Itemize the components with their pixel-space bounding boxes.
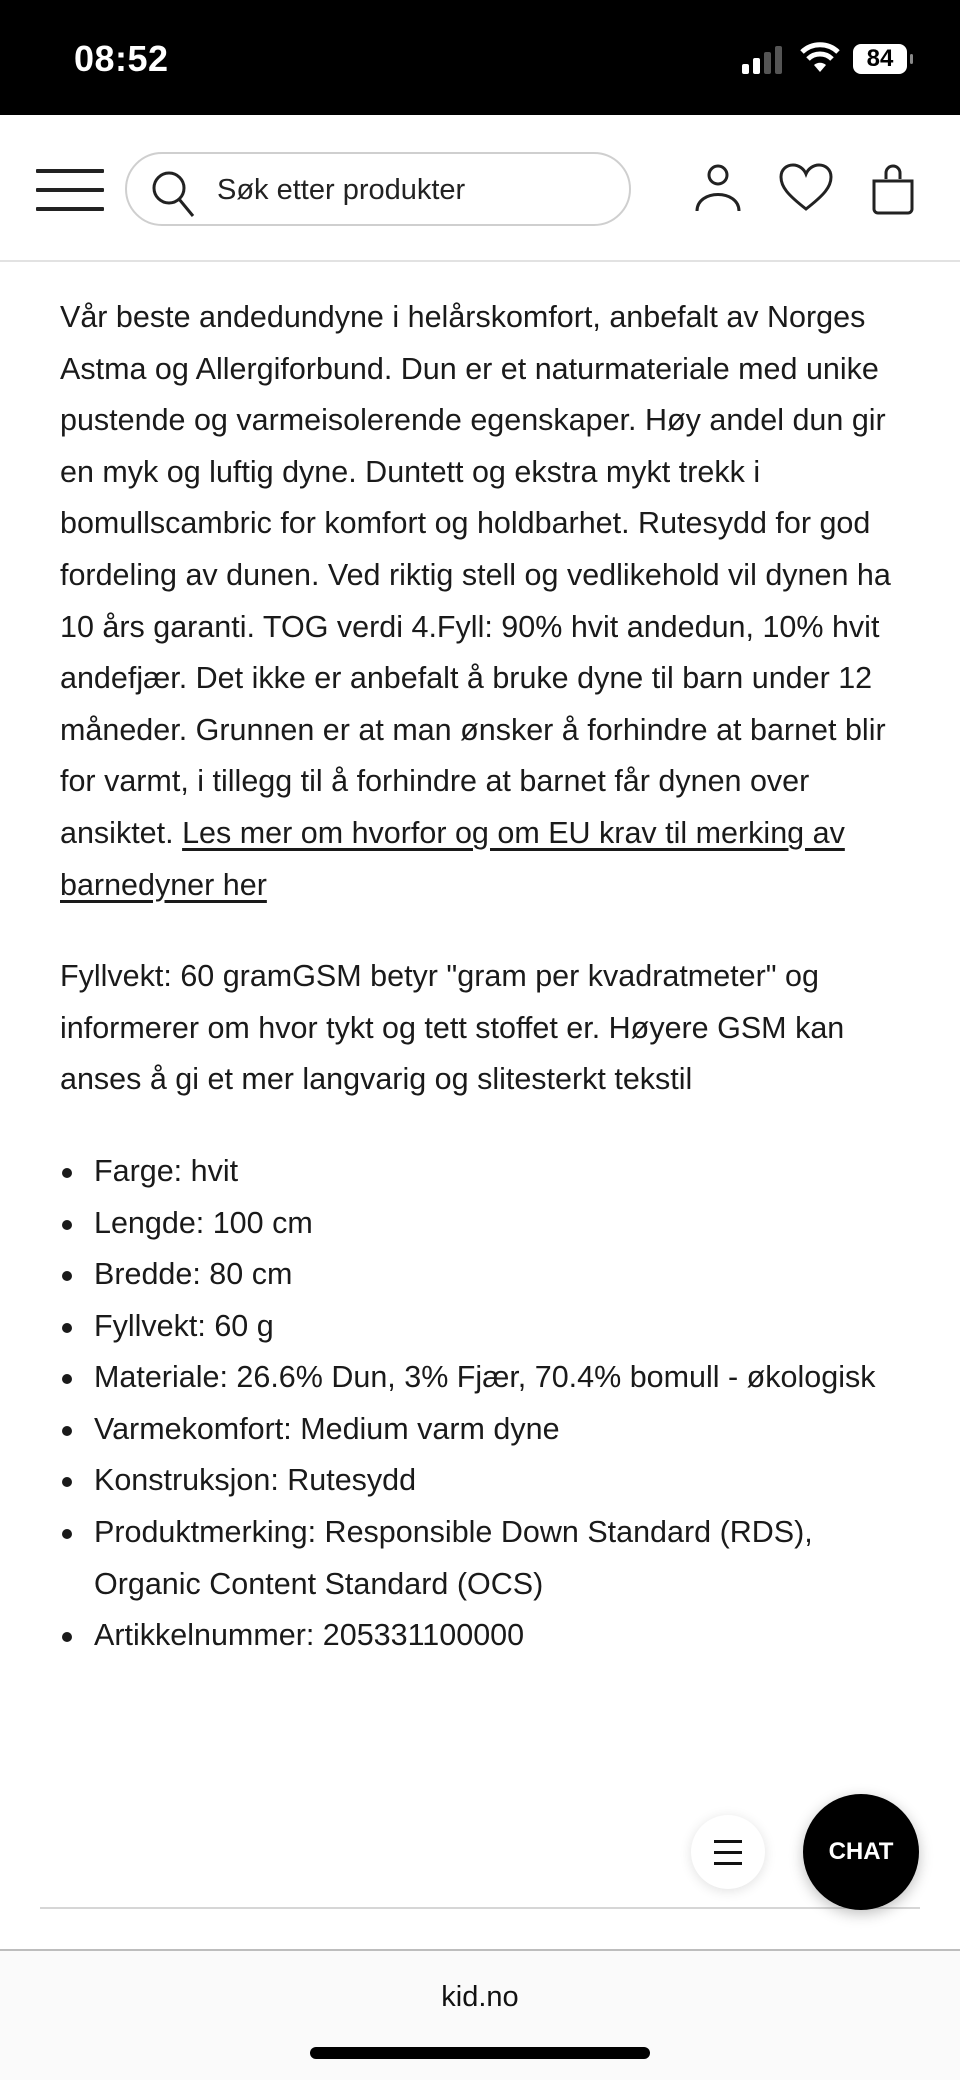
eu-labeling-link[interactable]: Les mer om hvorfor og om EU krav til merking av barnedyner her bbox=[60, 815, 845, 902]
product-description bbox=[60, 292, 908, 1662]
spec-item: Lengde: 100 cm bbox=[60, 1198, 908, 1250]
spec-item: Artikkelnummer: 205331100000 bbox=[60, 1610, 908, 1662]
site-header bbox=[0, 115, 960, 262]
battery-indicator: 84 bbox=[853, 44, 907, 74]
search-placeholder: Søk etter produkter bbox=[217, 174, 466, 206]
gsm-paragraph: Fyllvekt: 60 gramGSM betyr "gram per kvadratmeter" og informerer om hvor tykt og tett stoffet er. Høyere GSM kan anses å gi et mer langvarig og slitesterkt tekstil bbox=[60, 959, 845, 1097]
browser-bottom-bar bbox=[0, 1949, 960, 2080]
browser-url[interactable]: kid.no bbox=[441, 1981, 519, 2013]
spec-item: Materiale: 26.6% Dun, 3% Fjær, 70.4% bomull - økologisk bbox=[60, 1352, 908, 1404]
menu-button[interactable] bbox=[36, 169, 104, 211]
spec-item: Farge: hvit bbox=[60, 1146, 908, 1198]
search-icon bbox=[149, 168, 199, 218]
spec-item: Varmekomfort: Medium varm dyne bbox=[60, 1404, 908, 1456]
section-divider bbox=[40, 1907, 920, 1909]
chat-button[interactable]: CHAT bbox=[803, 1794, 919, 1910]
wishlist-heart-icon[interactable] bbox=[778, 163, 834, 213]
status-time: 08:52 bbox=[74, 38, 169, 79]
spec-list bbox=[60, 1146, 908, 1662]
description-paragraph: Vår beste andedundyne i helårskomfort, anbefalt av Norges Astma og Allergiforbund. Dun er et naturmateriale med unike pustende og varmeisolerende egenskaper. Høy andel dun gir en myk og luftig dyne. Duntett og ekstra mykt trekk i bomullscambric for komfort og holdbarhet. Rutesydd for god fordeling av dunen. Ved riktig stell og vedlikehold vil dynen ha 10 års garanti. TOG verdi 4.Fyll: 90% hvit andedun, 10% hvit andefjær. Det ikke er anbefalt å bruke dyne til barn under 12 måneder. Grunnen er at man ønsker å forhindre at barnet blir for varmt, i tillegg til å forhindre at barnet får dynen over ansiktet. Les mer om hvorfor og om EU krav til merking av barnedyner her bbox=[60, 300, 891, 902]
account-icon[interactable] bbox=[694, 163, 742, 213]
cellular-signal-icon bbox=[742, 46, 788, 74]
home-indicator bbox=[310, 2047, 650, 2059]
status-bar bbox=[0, 0, 960, 115]
shopping-bag-icon[interactable] bbox=[870, 163, 916, 215]
spec-item: Bredde: 80 cm bbox=[60, 1249, 908, 1301]
spec-item: Fyllvekt: 60 g bbox=[60, 1301, 908, 1353]
spec-item: Konstruksjon: Rutesydd bbox=[60, 1455, 908, 1507]
wifi-icon bbox=[800, 42, 840, 74]
search-input[interactable] bbox=[125, 152, 631, 226]
floating-menu-button[interactable] bbox=[691, 1815, 765, 1889]
spec-item: Produktmerking: Responsible Down Standard (RDS), Organic Content Standard (OCS) bbox=[60, 1507, 908, 1610]
